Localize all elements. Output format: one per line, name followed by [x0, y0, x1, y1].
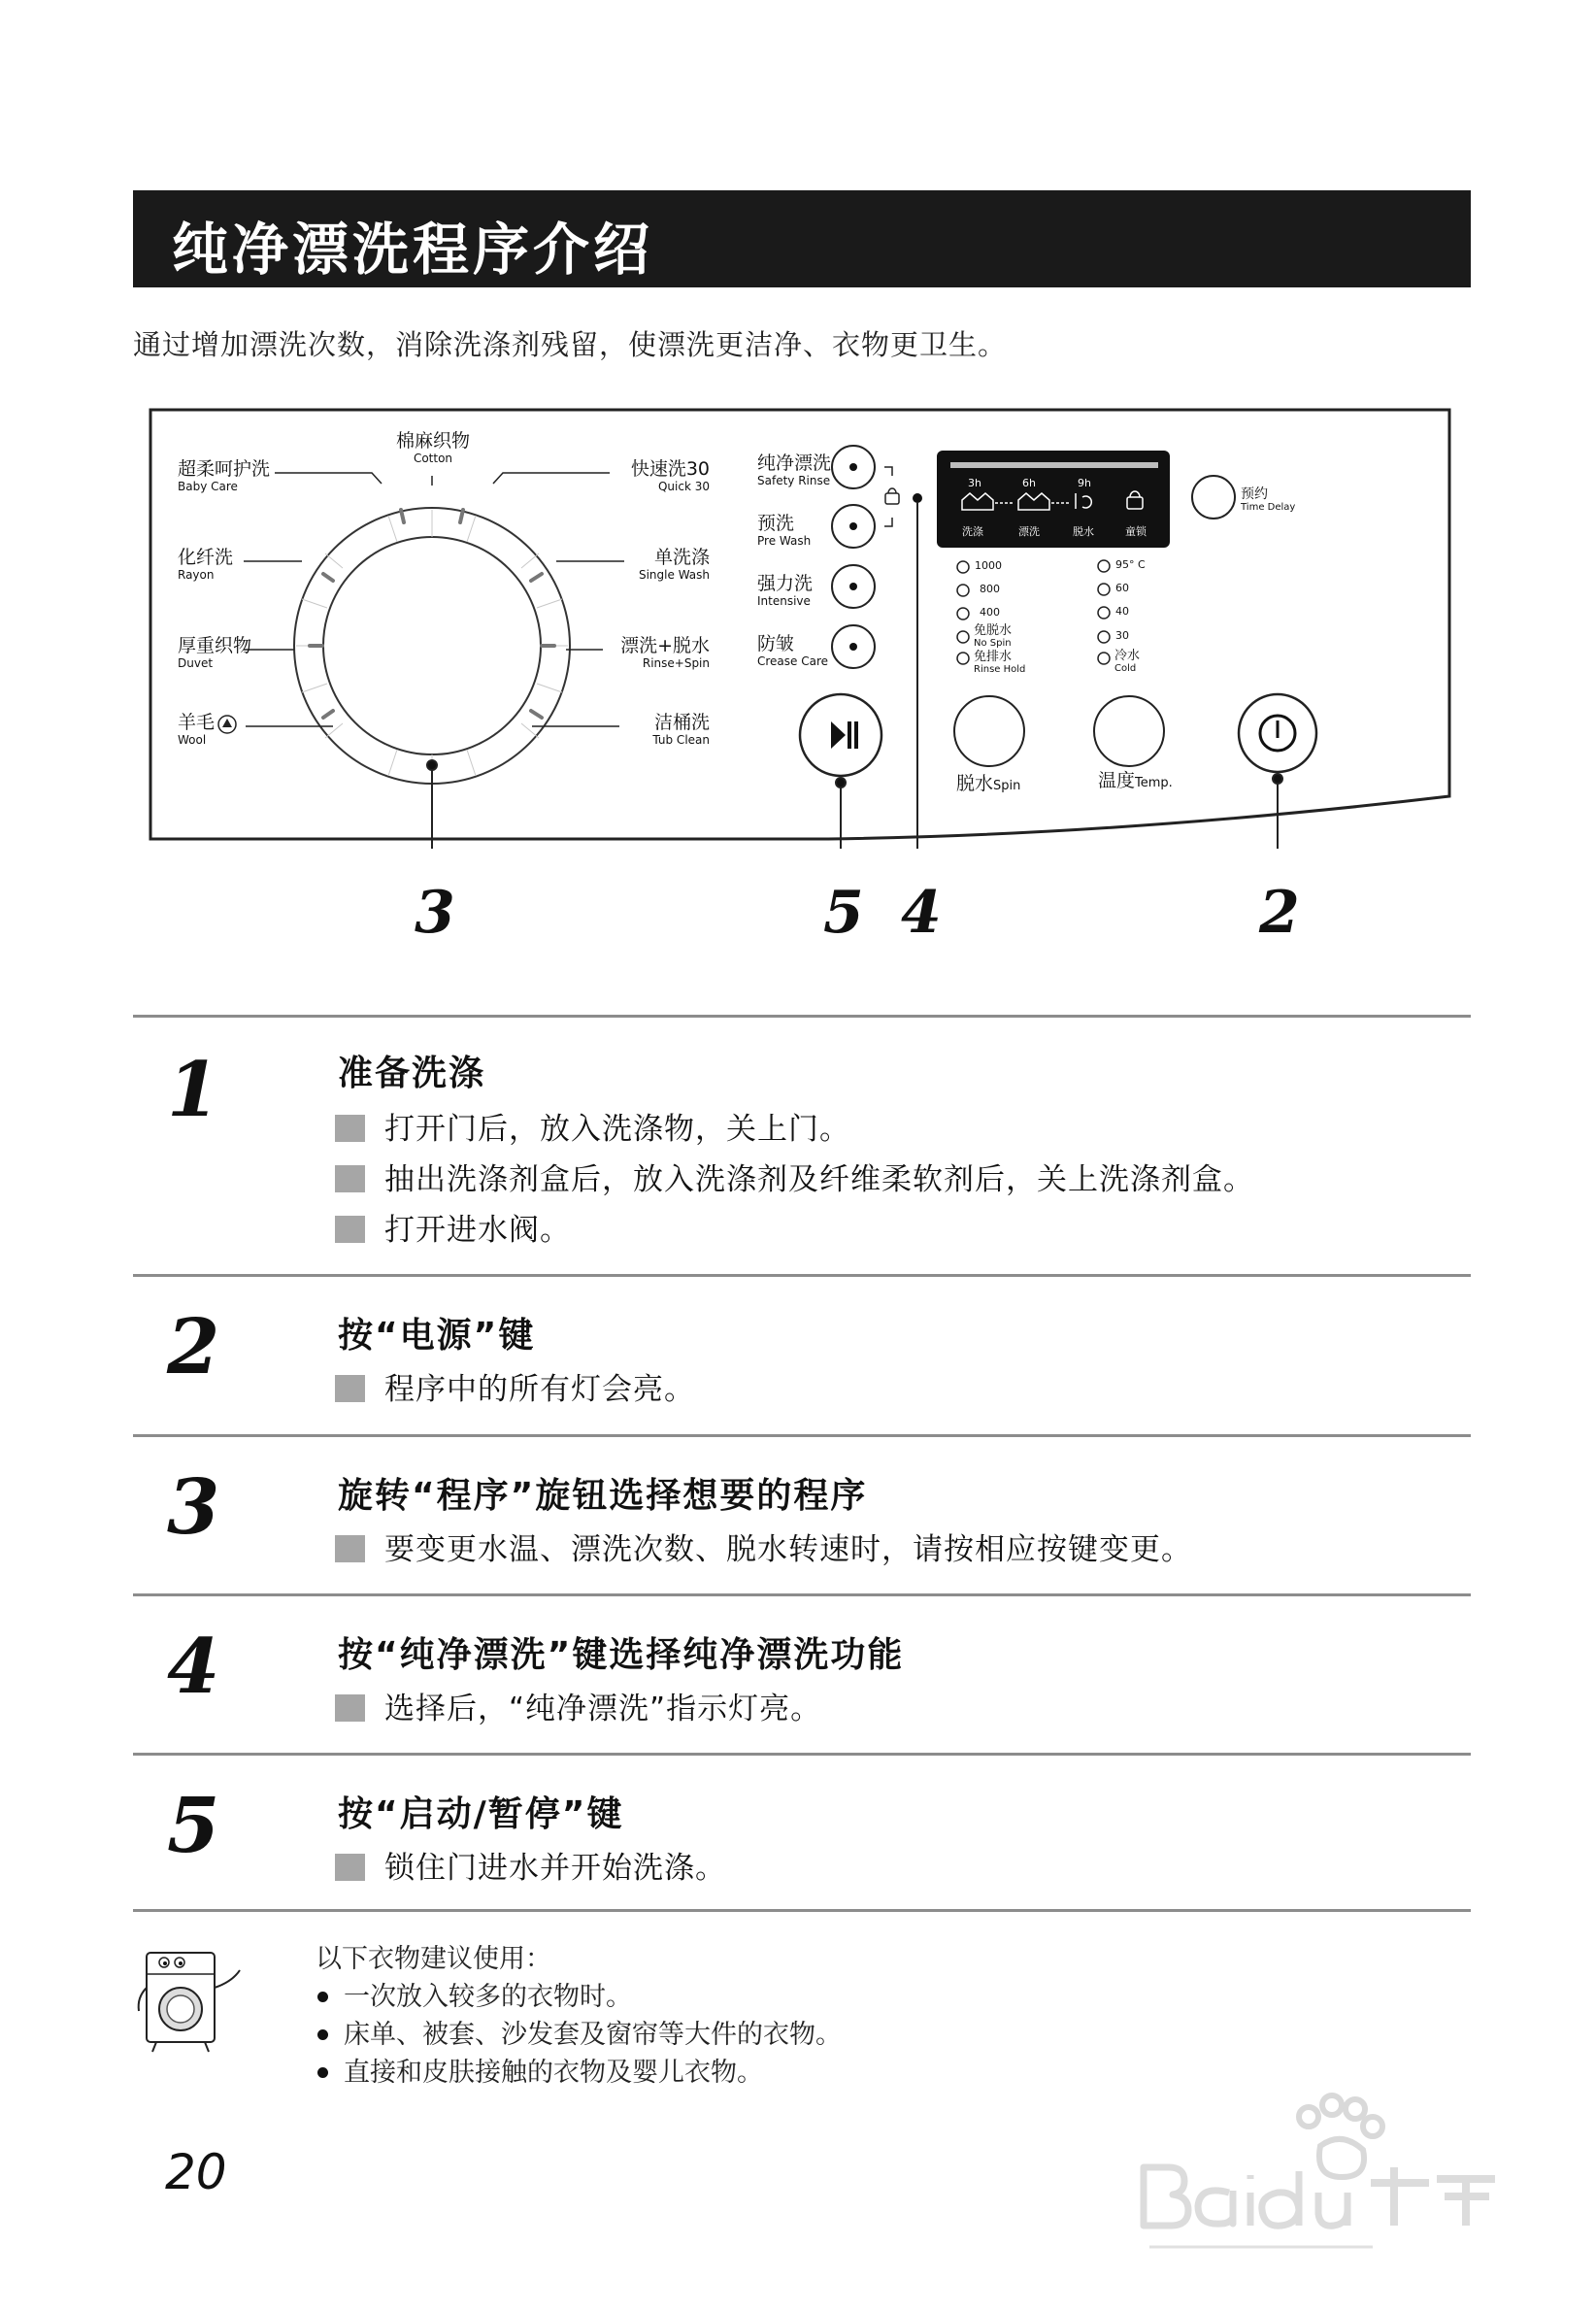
bullet-square: [335, 1165, 365, 1192]
step-5-number: 5: [167, 1782, 220, 1870]
step-divider: [133, 1015, 1471, 1018]
program-rayon: 化纤洗 Rayon: [178, 547, 234, 582]
step-divider: [133, 1909, 1471, 1912]
program-cotton: 棉麻织物 Cotton: [395, 430, 470, 465]
tip-item: 直接和皮肤接触的衣物及婴儿衣物。: [317, 2051, 763, 2089]
callout-5: 5: [823, 879, 864, 947]
option-intensive-label: 强力洗 Intensive: [757, 573, 814, 608]
step-divider: [133, 1593, 1471, 1596]
step-1-number: 1: [167, 1046, 220, 1134]
display-hour-6: 6h: [1022, 477, 1036, 489]
option-pre-wash-label: 预洗 Pre Wash: [757, 513, 812, 548]
spin-knob[interactable]: [954, 696, 1024, 766]
bullet-square: [335, 1115, 365, 1142]
temp-option-cold-cn: 冷水: [1114, 649, 1141, 663]
section-title-bar: [133, 190, 1471, 287]
wool-icon: [215, 714, 240, 735]
baidu-watermark-logo: [1136, 2078, 1514, 2272]
spin-option-800: 800: [980, 583, 1000, 595]
display-stage-child-lock: 童锁: [1125, 525, 1147, 538]
program-quick-30: 快速洗30 Quick 30: [630, 458, 710, 493]
program-single-wash: 单洗涤 Single Wash: [638, 547, 710, 582]
washing-machine-mascot-icon: [131, 1939, 252, 2056]
bullet-dot: [317, 2067, 328, 2078]
step-1-bullet-2: 抽出洗涤剂盒后，放入洗涤剂及纤维柔软剂后，关上洗涤剂盒。: [335, 1155, 1254, 1198]
bullet-dot: [317, 2029, 328, 2040]
bullet-square: [335, 1694, 365, 1722]
bullet-square: [335, 1375, 365, 1402]
spin-knob-label: 脱水Spin: [956, 773, 1021, 794]
time-delay-label: 预约 Time Delay: [1241, 486, 1296, 513]
step-5-title: 按“启动/暂停”键: [338, 1794, 624, 1834]
callout-2: 2: [1259, 879, 1300, 947]
temp-knob-label: 温度Temp.: [1098, 770, 1173, 791]
time-delay-button[interactable]: [1192, 476, 1235, 519]
intro-text: 通过增加漂洗次数，消除洗涤剂残留，使漂洗更洁净、衣物更卫生。: [133, 328, 1008, 361]
tip-item: 床单、被套、沙发套及窗帘等大件的衣物。: [317, 2013, 842, 2051]
tips-intro: 以下衣物建议使用：: [316, 1944, 551, 1974]
step-divider: [133, 1434, 1471, 1437]
page-number: 20: [165, 2144, 227, 2200]
temp-option-40: 40: [1115, 605, 1129, 618]
program-tub-clean: 洁桶洗 Tub Clean: [652, 712, 710, 747]
callout-4: 4: [901, 879, 942, 947]
tip-item: 一次放入较多的衣物时。: [317, 1975, 632, 2013]
display-hour-3: 3h: [968, 477, 981, 489]
spin-indicators: [957, 561, 969, 664]
step-1-bullet-3: 打开进水阀。: [335, 1205, 571, 1249]
step-4-bullet-1: 选择后，“纯净漂洗”指示灯亮。: [335, 1684, 821, 1727]
option-safety-rinse-label: 纯净漂洗 Safety Rinse: [757, 452, 832, 487]
program-baby-care: 超柔呵护洗 Baby Care: [178, 458, 271, 493]
step-3-number: 3: [167, 1463, 220, 1552]
program-duvet: 厚重织物 Duvet: [178, 635, 252, 670]
spin-option-no-spin-en: No Spin: [974, 638, 1012, 649]
step-4-number: 4: [167, 1623, 220, 1711]
display-hour-9: 9h: [1078, 477, 1091, 489]
display-stage-spin: 脱水: [1073, 525, 1094, 538]
step-4-title: 按“纯净漂洗”键选择纯净漂洗功能: [338, 1635, 905, 1675]
bullet-square: [335, 1535, 365, 1562]
control-panel-diagram: [149, 408, 1451, 849]
start-pause-button[interactable]: [800, 694, 881, 776]
power-button[interactable]: [1239, 694, 1316, 772]
spin-option-rinse-hold-en: Rinse Hold: [974, 664, 1026, 675]
step-2-bullet-1: 程序中的所有灯会亮。: [335, 1364, 695, 1408]
temp-knob[interactable]: [1094, 696, 1164, 766]
spin-option-400: 400: [980, 606, 1000, 619]
display-stage-wash: 洗涤: [962, 525, 983, 538]
step-3-bullet-1: 要变更水温、漂洗次数、脱水转速时，请按相应按键变更。: [335, 1525, 1192, 1568]
step-1-bullet-1: 打开门后，放入洗涤物，关上门。: [335, 1104, 850, 1148]
step-5-bullet-1: 锁住门进水并开始洗涤。: [335, 1843, 726, 1887]
step-2-title: 按“电源”键: [338, 1316, 536, 1356]
step-3-title: 旋转“程序”旋钮选择想要的程序: [338, 1476, 868, 1516]
spin-option-rinse-hold-cn: 免排水: [974, 650, 1013, 664]
temp-indicators: [1098, 560, 1110, 664]
bullet-square: [335, 1216, 365, 1243]
step-divider: [133, 1274, 1471, 1277]
display-stage-rinse: 漂洗: [1018, 525, 1040, 538]
step-1-title: 准备洗涤: [338, 1054, 486, 1093]
callout-3: 3: [415, 879, 455, 947]
temp-option-60: 60: [1115, 582, 1129, 594]
temp-option-95: 95° C: [1115, 558, 1146, 571]
spin-option-no-spin-cn: 免脱水: [974, 623, 1013, 638]
bullet-dot: [317, 1992, 328, 2002]
bullet-square: [335, 1854, 365, 1881]
option-buttons[interactable]: [832, 446, 875, 668]
program-dial[interactable]: [294, 508, 570, 784]
program-rinse-spin: 漂洗+脱水 Rinse+Spin: [620, 635, 710, 670]
temp-option-cold-en: Cold: [1114, 663, 1137, 674]
temp-option-30: 30: [1115, 629, 1129, 642]
spin-option-1000: 1000: [975, 559, 1002, 572]
step-2-number: 2: [167, 1303, 220, 1391]
option-crease-care-label: 防皱 Crease Care: [757, 633, 829, 668]
step-divider: [133, 1753, 1471, 1756]
section-title: 纯净漂洗程序介绍: [172, 217, 654, 283]
program-wool: 羊毛 Wool: [178, 712, 216, 747]
